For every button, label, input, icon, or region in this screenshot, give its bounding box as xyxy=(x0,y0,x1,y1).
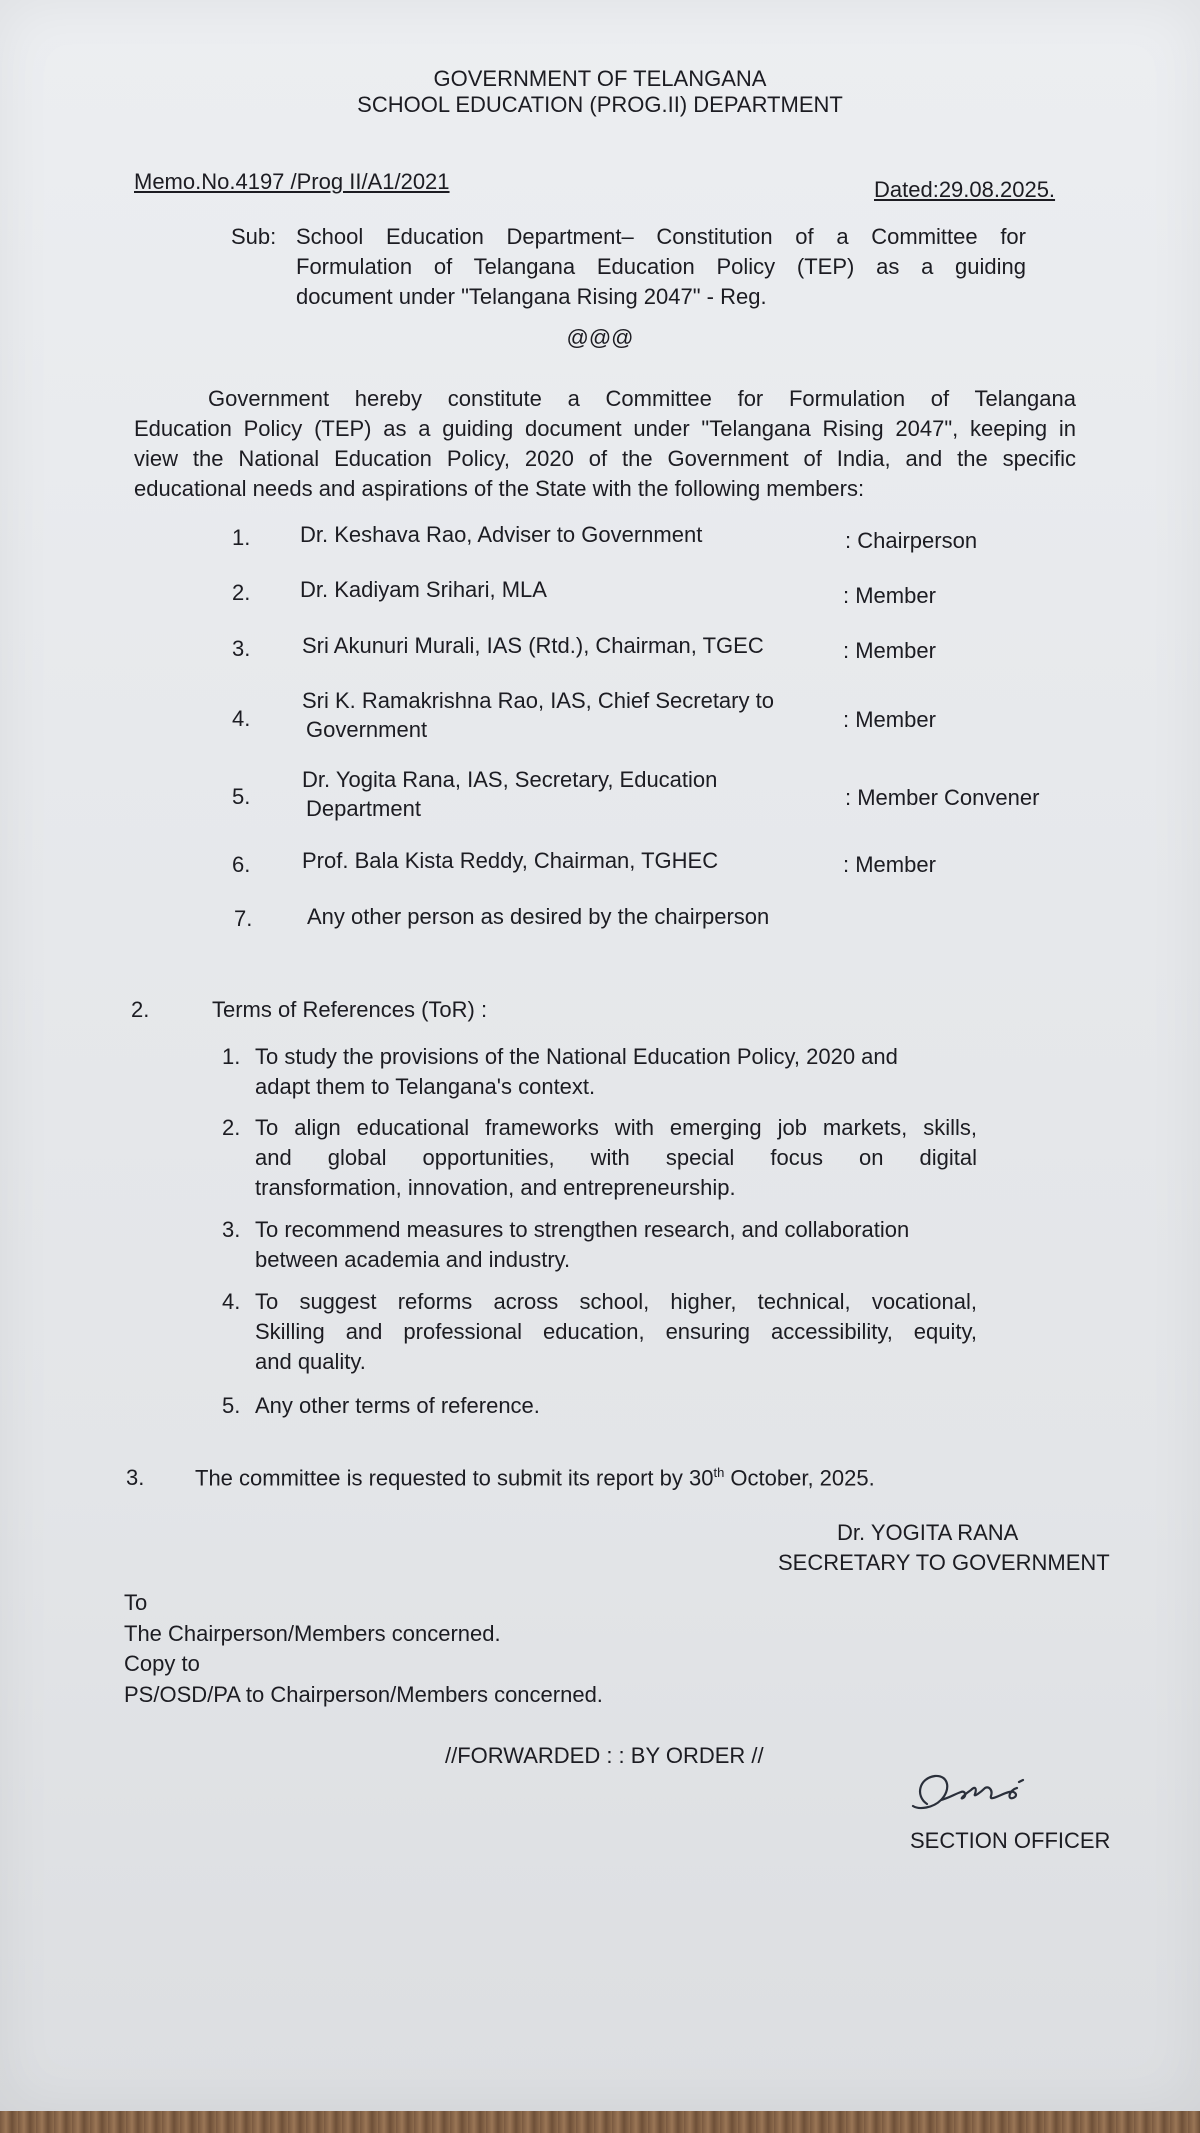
tor-item-number: 4. xyxy=(222,1289,241,1314)
subject-line: School Education Department– Constitution of a Committee for xyxy=(296,224,1026,249)
point3-text-after: October, 2025. xyxy=(724,1465,875,1491)
forwarded-line: //FORWARDED : : BY ORDER // xyxy=(445,1743,764,1768)
member-role: : Member xyxy=(843,707,936,732)
tor-line: To study the provisions of the National Education Policy, 2020 and xyxy=(255,1044,898,1069)
point3-number: 3. xyxy=(126,1465,145,1490)
intro-line: Education Policy (TEP) as a guiding document under "Telangana Rising 2047", keeping in xyxy=(134,416,1076,441)
tor-line: To suggest reforms across school, higher, technical, vocational, xyxy=(255,1289,977,1314)
to-label: To xyxy=(124,1590,148,1615)
member-name: Dr. Kadiyam Srihari, MLA xyxy=(300,577,547,602)
tor-line: between academia and industry. xyxy=(255,1247,571,1272)
section-officer-title: SECTION OFFICER xyxy=(910,1828,1111,1853)
memo-number: Memo.No.4197 /Prog II/A1/2021 xyxy=(134,169,450,194)
intro-line: Government hereby constitute a Committee for Formulation of Telangana xyxy=(208,386,1076,411)
tor-heading: Terms of References (ToR) : xyxy=(212,997,488,1022)
subject-text xyxy=(296,222,1026,312)
member-number: 6. xyxy=(232,852,251,877)
tor-number: 2. xyxy=(131,997,150,1022)
member-number: 2. xyxy=(232,580,251,605)
member-number: 7. xyxy=(234,906,253,931)
copy-label: Copy to xyxy=(124,1651,200,1676)
tor-line: adapt them to Telangana's context. xyxy=(255,1074,596,1099)
member-number: 5. xyxy=(232,784,251,809)
member-name: Dr. Yogita Rana, IAS, Secretary, Education xyxy=(302,767,718,792)
tor-item-number: 5. xyxy=(222,1393,241,1418)
member-role: : Member xyxy=(843,638,936,663)
member-role: : Member xyxy=(843,852,936,877)
memo-date: Dated:29.08.2025. xyxy=(874,177,1056,202)
tor-line: and global opportunities, with special focus on digital xyxy=(255,1145,977,1170)
member-name: Dr. Keshava Rao, Adviser to Government xyxy=(300,522,703,547)
handwritten-signature xyxy=(905,1766,1055,1826)
tor-item-text xyxy=(255,1042,977,1102)
separator: @@@ xyxy=(566,325,634,350)
tor-line: To align educational frameworks with emerging job markets, skills, xyxy=(255,1115,977,1140)
intro-paragraph xyxy=(134,384,1076,504)
member-name: Any other person as desired by the chairperson xyxy=(307,904,770,929)
tor-line: Skilling and professional education, ensuring accessibility, equity, xyxy=(255,1319,977,1344)
government-title: GOVERNMENT OF TELANGANA xyxy=(433,66,767,91)
member-name: Prof. Bala Kista Reddy, Chairman, TGHEC xyxy=(302,848,719,873)
subject-line: document under "Telangana Rising 2047" - Reg. xyxy=(296,284,767,309)
member-name: Sri Akunuri Murali, IAS (Rtd.), Chairman, TGEC xyxy=(302,633,764,658)
member-number: 4. xyxy=(232,706,251,731)
subject-line: Formulation of Telangana Education Policy (TEP) as a guiding xyxy=(296,254,1026,279)
tor-item-text xyxy=(255,1215,977,1275)
member-name: Sri K. Ramakrishna Rao, IAS, Chief Secretary to xyxy=(302,688,774,713)
point3-text xyxy=(195,1458,875,1493)
copy-recipients: PS/OSD/PA to Chairperson/Members concerned. xyxy=(124,1682,603,1707)
point3-text-before: The committee is requested to submit its report by 30 xyxy=(195,1465,714,1491)
to-recipients: The Chairperson/Members concerned. xyxy=(124,1621,501,1646)
tor-line: To recommend measures to strengthen research, and collaboration xyxy=(255,1217,910,1242)
subject-label: Sub: xyxy=(231,224,277,249)
tor-item-number: 1. xyxy=(222,1044,241,1069)
intro-line: educational needs and aspirations of the State with the following members: xyxy=(134,476,865,501)
tor-item-text xyxy=(255,1287,977,1377)
tor-line: transformation, innovation, and entrepreneurship. xyxy=(255,1175,736,1200)
tor-item-text: Any other terms of reference. xyxy=(255,1393,540,1418)
member-number: 1. xyxy=(232,525,251,550)
member-role: : Chairperson xyxy=(845,528,978,553)
member-name: Government xyxy=(306,717,428,742)
tor-item-text xyxy=(255,1113,977,1203)
signatory-title: SECRETARY TO GOVERNMENT xyxy=(778,1550,1110,1575)
table-surface xyxy=(0,2111,1200,2133)
tor-item-number: 2. xyxy=(222,1115,241,1140)
tor-item-number: 3. xyxy=(222,1217,241,1242)
point3-superscript: th xyxy=(713,1465,725,1480)
tor-line: and quality. xyxy=(255,1349,366,1374)
member-role: : Member xyxy=(843,583,936,608)
member-name: Department xyxy=(306,796,421,821)
member-number: 3. xyxy=(232,636,251,661)
department-title: SCHOOL EDUCATION (PROG.II) DEPARTMENT xyxy=(357,92,843,117)
intro-line: view the National Education Policy, 2020 of the Government of India, and the specific xyxy=(134,446,1076,471)
signatory-name: Dr. YOGITA RANA xyxy=(837,1520,1019,1545)
member-role: : Member Convener xyxy=(845,785,1040,810)
